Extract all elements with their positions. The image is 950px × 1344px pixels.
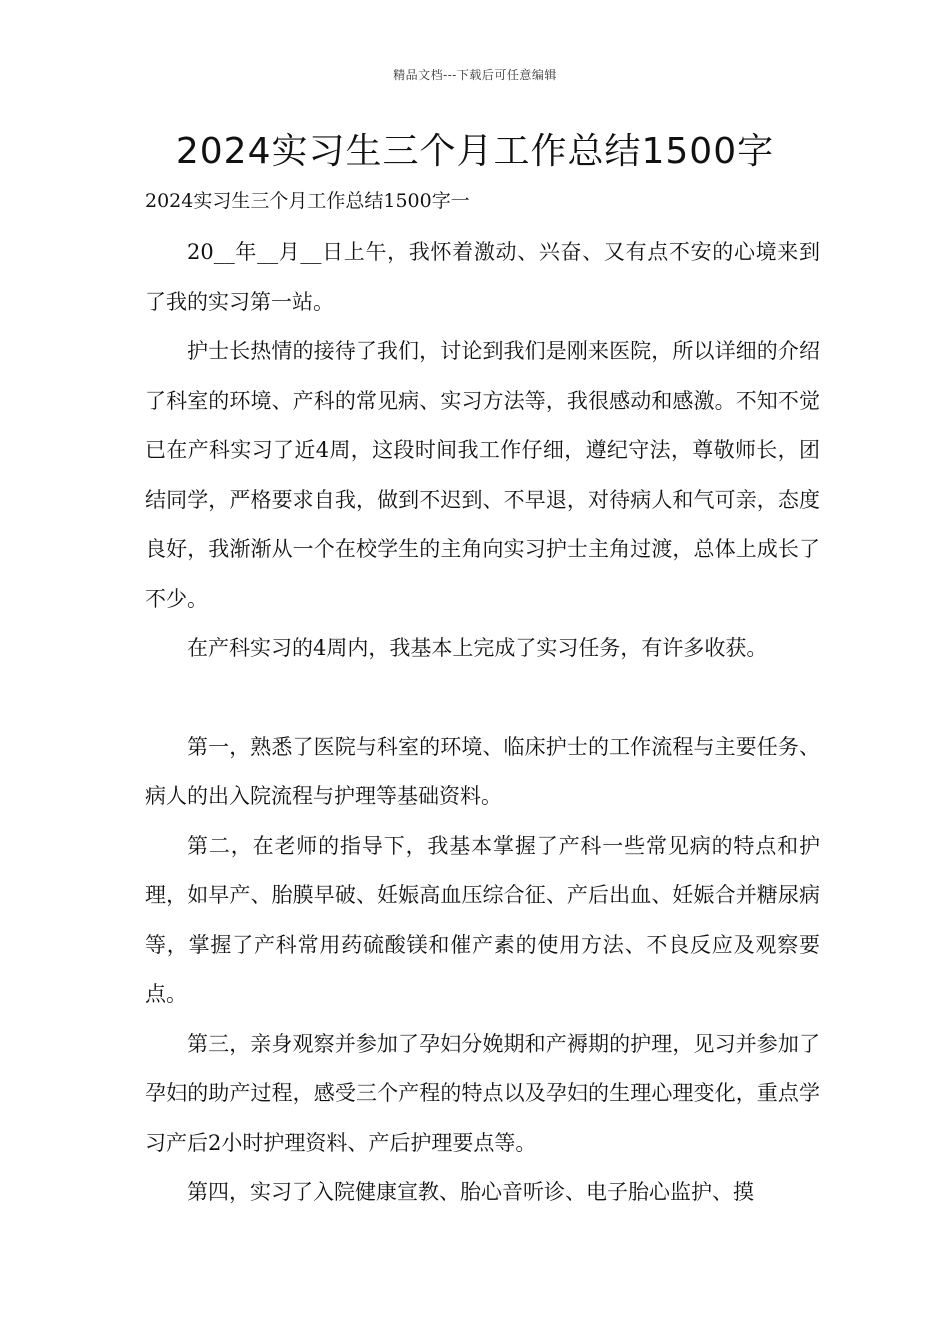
paragraph-arrival: 20__年__月__日上午，我怀着激动、兴奋、又有点不安的心境来到了我的实习第一站。 (145, 240, 820, 314)
paragraph-head-nurse: 护士长热情的接待了我们，讨论到我们是刚来医院，所以详细的介绍了科室的环境、产科的常见病、实习方法等，我很感动和感激。不知不觉已在产科实习了近4周，这段时间我工作仔细，遵纪守法，尊敬师长，团结同学，严格要求自我，做到不迟到、不早退，对待病人和气可亲，态度良好，我渐渐从一个在校学生的主角向实习护士主角过渡，总体上成长了不少。 (145, 339, 820, 611)
document-subtitle: 2024实习生三个月工作总结1500字一 (145, 190, 470, 212)
document-title: 2024实习生三个月工作总结1500字 (175, 131, 775, 172)
paragraph-gap (145, 674, 820, 723)
paragraph-second: 第二，在老师的指导下，我基本掌握了产科一些常见病的特点和护理，如早产、胎膜早破、妊娠高血压综合征、产后出血、妊娠合并糖尿病等，掌握了产科常用药硫酸镁和催产素的使用方法、不良反应及观察要点。 (145, 833, 820, 1006)
paragraph-third: 第三，亲身观察并参加了孕妇分娩期和产褥期的护理，见习并参加了孕妇的助产过程，感受三个产程的特点以及孕妇的生理心理变化，重点学习产后2小时护理资料、产后护理要点等。 (145, 1031, 820, 1155)
document-body (145, 228, 820, 1218)
paragraph-summary: 在产科实习的4周内，我基本上完成了实习任务，有许多收获。 (187, 636, 768, 660)
header-note: 精品文档---下载后可任意编辑 (393, 68, 557, 82)
paragraph-fourth: 第四，实习了入院健康宣教、胎心音听诊、电子胎心监护、摸 (187, 1180, 754, 1204)
paragraph-first: 第一，熟悉了医院与科室的环境、临床护士的工作流程与主要任务、病人的出入院流程与护理等基础资料。 (145, 734, 820, 808)
